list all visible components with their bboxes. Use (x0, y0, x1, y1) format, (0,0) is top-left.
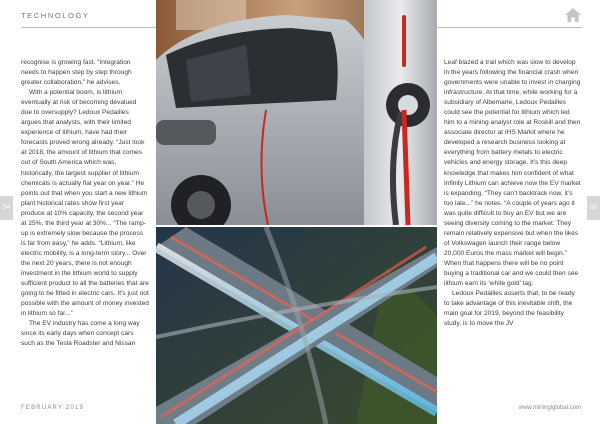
header-rule-left (21, 27, 156, 28)
paragraph: The EV industry has come a long way since its early days when concept cars such as the Tesla Roadster and Nissan (21, 320, 140, 348)
page-number-left: 54 (0, 196, 13, 220)
footer-date: FEBRUARY 2019 (21, 405, 85, 411)
footer-url[interactable]: www.mininglglobal.com (518, 405, 581, 411)
article-right-column (444, 58, 581, 329)
paragraph: With a potential boom, is lithium eventually at risk of becoming devalued due to oversupply? Ledoux Pedailles argues that analysts, with their limited experience of lithium, have had their forecasts proved wrong already. “Just look at 2018, the amount of lithium that comes out of South America which was, historically, the largest supplier of lithium chemicals is actually flat year on year.” He points out that when you start a new lithium plant historical rates show first year produce at 10% capacity, the second year at 25%, the third year at 30%... “The ramp-up is extremely slow because the process is far from easy,” he adds. “Lithium, like electric mobility, is a long-term story... Over the next 20 years, there is not enough investment in the lithium world to supply sufficient product to all the batteries that are going to be fitted in electric cars. It’s just not possible with the amount of money invested in lithium so far...” (21, 89, 149, 318)
page-number-right: 55 (587, 196, 600, 220)
ev-charging-photo (156, 0, 437, 225)
highway-interchange-photo (156, 227, 437, 424)
paragraph: Ledoux Pedailles asserts that, to be ready to take advantage of this inevitable shift, the main goal for 2019, beyond the feasibility study, is to move the JV (444, 290, 575, 328)
paragraph: recognise is growing fast. “Integration needs to happen step by step through greater collaboration,” he advises. (21, 59, 132, 87)
home-icon[interactable] (565, 8, 581, 22)
section-label: TECHNOLOGY (21, 11, 90, 20)
paragraph: Leaf blazed a trail which was slow to develop in the years following the financial crash when governments were unable to invest in charging infrastructure. At that time, while working for a subsidiary of Albemarle, Ledoux Pedailles could see the potential for lithium which led him to a mining analyst role at Roskill and then associate director at IHS Markit where he developed a research business looking at everything from battery metals to electric vehicles and energy storage. It’s this deep knowledge that makes him confident of what Infinity Lithium can achieve now the EV market is expanding. “They can’t backtrack now, it’s too late...” he notes. “A couple of years ago it was quite difficult to buy an EV but we are seeing diversity coming to the market. They remain relatively expensive but when the likes of Volkswagen launch their range below 20,000 Euros the mass market will begin.” When that happens there will be no point buying a traditional car and we could then see lithium earn its ‘white gold’ tag. (444, 59, 581, 288)
header-rule-right (437, 27, 582, 28)
article-left-column (21, 58, 149, 349)
